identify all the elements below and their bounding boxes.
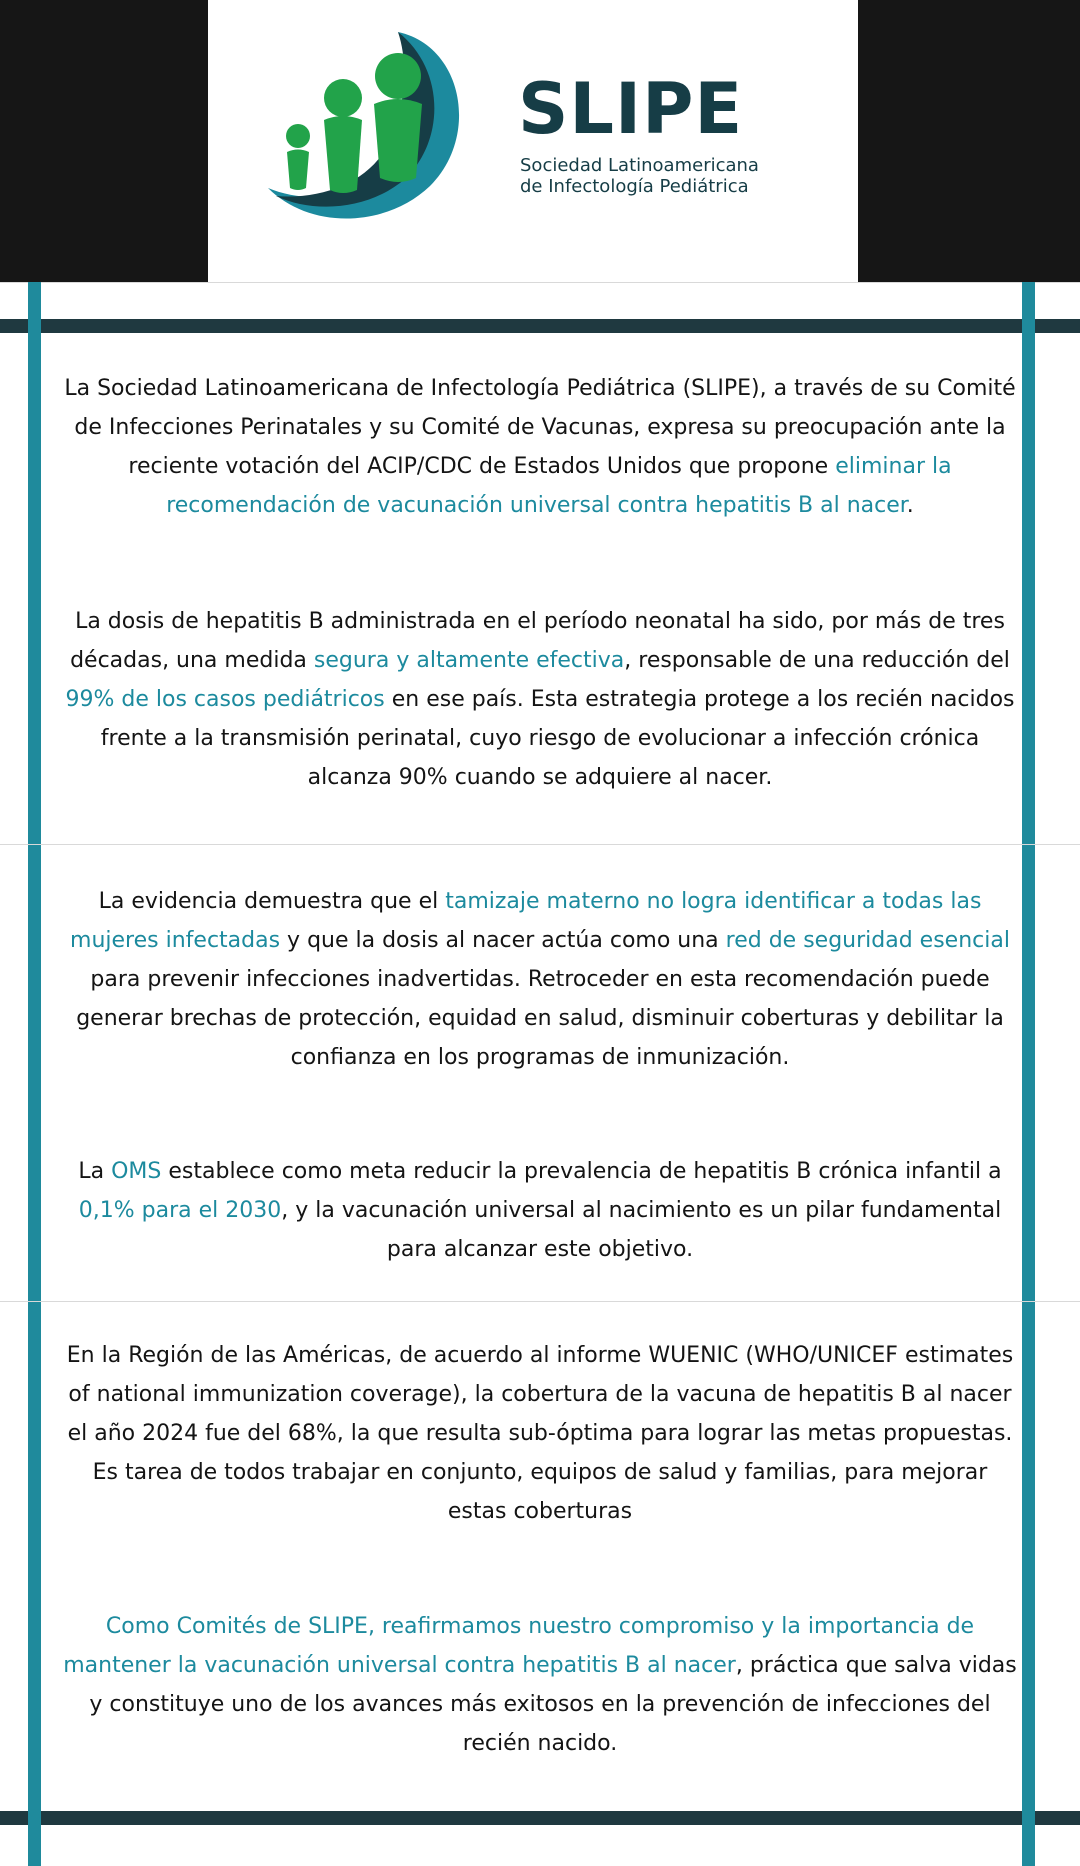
logo-subtitle-line-2: de Infectología Pediátrica [520, 176, 749, 197]
p2-text-3: en ese país. Esta estrategia protege a los recién nacidos frente a la transmisión perinatal, cuyo riesgo de evolucionar a infección crónica alcanza 90% cuando se adquiere al nacer. [100, 687, 1015, 790]
p3-highlight-2: red de seguridad esencial [725, 928, 1010, 953]
bottom-dark-band [0, 1811, 1080, 1825]
top-left-dark-block [0, 0, 208, 282]
child-head-1 [324, 79, 362, 117]
child-body-2 [374, 99, 422, 182]
paragraph-commitment [60, 1607, 1020, 1763]
header-divider [0, 282, 1080, 283]
paragraph-oms-goal [60, 1152, 1020, 1269]
logo-title: SLIPE [518, 68, 744, 150]
logo-subtitle-line-1: Sociedad Latinoamericana [520, 155, 759, 176]
section-divider-1 [0, 844, 1080, 845]
p4-highlight-2: 0,1% para el 2030 [78, 1198, 282, 1223]
top-dark-band [0, 319, 1080, 333]
paragraph-neonatal-dose [60, 602, 1020, 797]
left-teal-border [28, 282, 41, 1866]
p5-text-1: En la Región de las Américas, de acuerdo al informe WUENIC (WHO/UNICEF estimates of national immunization coverage), la cobertura de la vacuna de hepatitis B al nacer el año 2024 fue del 68%, la que resulta sub-óptima para lograr las metas propuestas. Es tarea de todos trabajar en conjunto, equipos de salud y familias, para mejorar estas coberturas [66, 1343, 1014, 1524]
p2-highlight-1: segura y altamente efectiva [313, 648, 625, 673]
paragraph-americas-coverage [60, 1336, 1020, 1531]
paragraph-slipe-statement [60, 369, 1020, 525]
p2-text-1: La dosis de hepatitis B administrada en el período neonatal ha sido, por más de tres décadas, una medida [70, 609, 1005, 673]
p3-text-3: para prevenir infecciones inadvertidas. Retroceder en esta recomendación puede generar brechas de protección, equidad en salud, disminuir coberturas y debilitar la confianza en los programas de inmunización. [76, 967, 1004, 1070]
p6-text-1: , práctica que salva vidas y constituye uno de los avances más exitosos en la prevención de infecciones del recién nacido. [89, 1653, 1017, 1756]
p3-highlight-1: tamizaje materno no logra identificar a todas las mujeres infectadas [70, 889, 982, 953]
child-body-1 [324, 116, 362, 193]
logo-subtitle [520, 155, 759, 197]
p2-text-2: , responsable de una reducción del [624, 648, 1010, 673]
p4-text-2: establece como meta reducir la prevalencia de hepatitis B crónica infantil a [161, 1159, 1002, 1184]
p4-highlight-1: OMS [111, 1159, 162, 1184]
p1-text-2: . [906, 493, 914, 518]
child-head-3 [286, 124, 310, 148]
top-right-dark-block [858, 0, 1080, 282]
slipe-logo-icon [248, 18, 478, 238]
header-logo-panel [208, 0, 858, 282]
p1-highlight-1: eliminar la recomendación de vacunación universal contra hepatitis B al nacer [166, 454, 952, 518]
child-head-2 [375, 53, 421, 99]
paragraph-evidence [60, 882, 1020, 1077]
p2-highlight-2: 99% de los casos pediátricos [65, 687, 385, 712]
p6-highlight-1: Como Comités de SLIPE, reafirmamos nuestro compromiso y la importancia de mantener la vacunación universal contra hepatitis B al nacer [63, 1614, 975, 1678]
p1-text-1: La Sociedad Latinoamericana de Infectología Pediátrica (SLIPE), a través de su Comité de Infecciones Perinatales y su Comité de Vacunas, expresa su preocupación ante la reciente votación del ACIP/CDC de Estados Unidos que propone [64, 376, 1016, 479]
p3-text-1: La evidencia demuestra que el [98, 889, 446, 914]
p4-text-1: La [78, 1159, 112, 1184]
child-body-3 [287, 150, 309, 191]
p4-text-3: , y la vacunación universal al nacimiento es un pilar fundamental para alcanzar este objetivo. [281, 1198, 1002, 1262]
right-teal-border [1022, 282, 1035, 1866]
p3-text-2: y que la dosis al nacer actúa como una [280, 928, 726, 953]
section-divider-2 [0, 1301, 1080, 1302]
